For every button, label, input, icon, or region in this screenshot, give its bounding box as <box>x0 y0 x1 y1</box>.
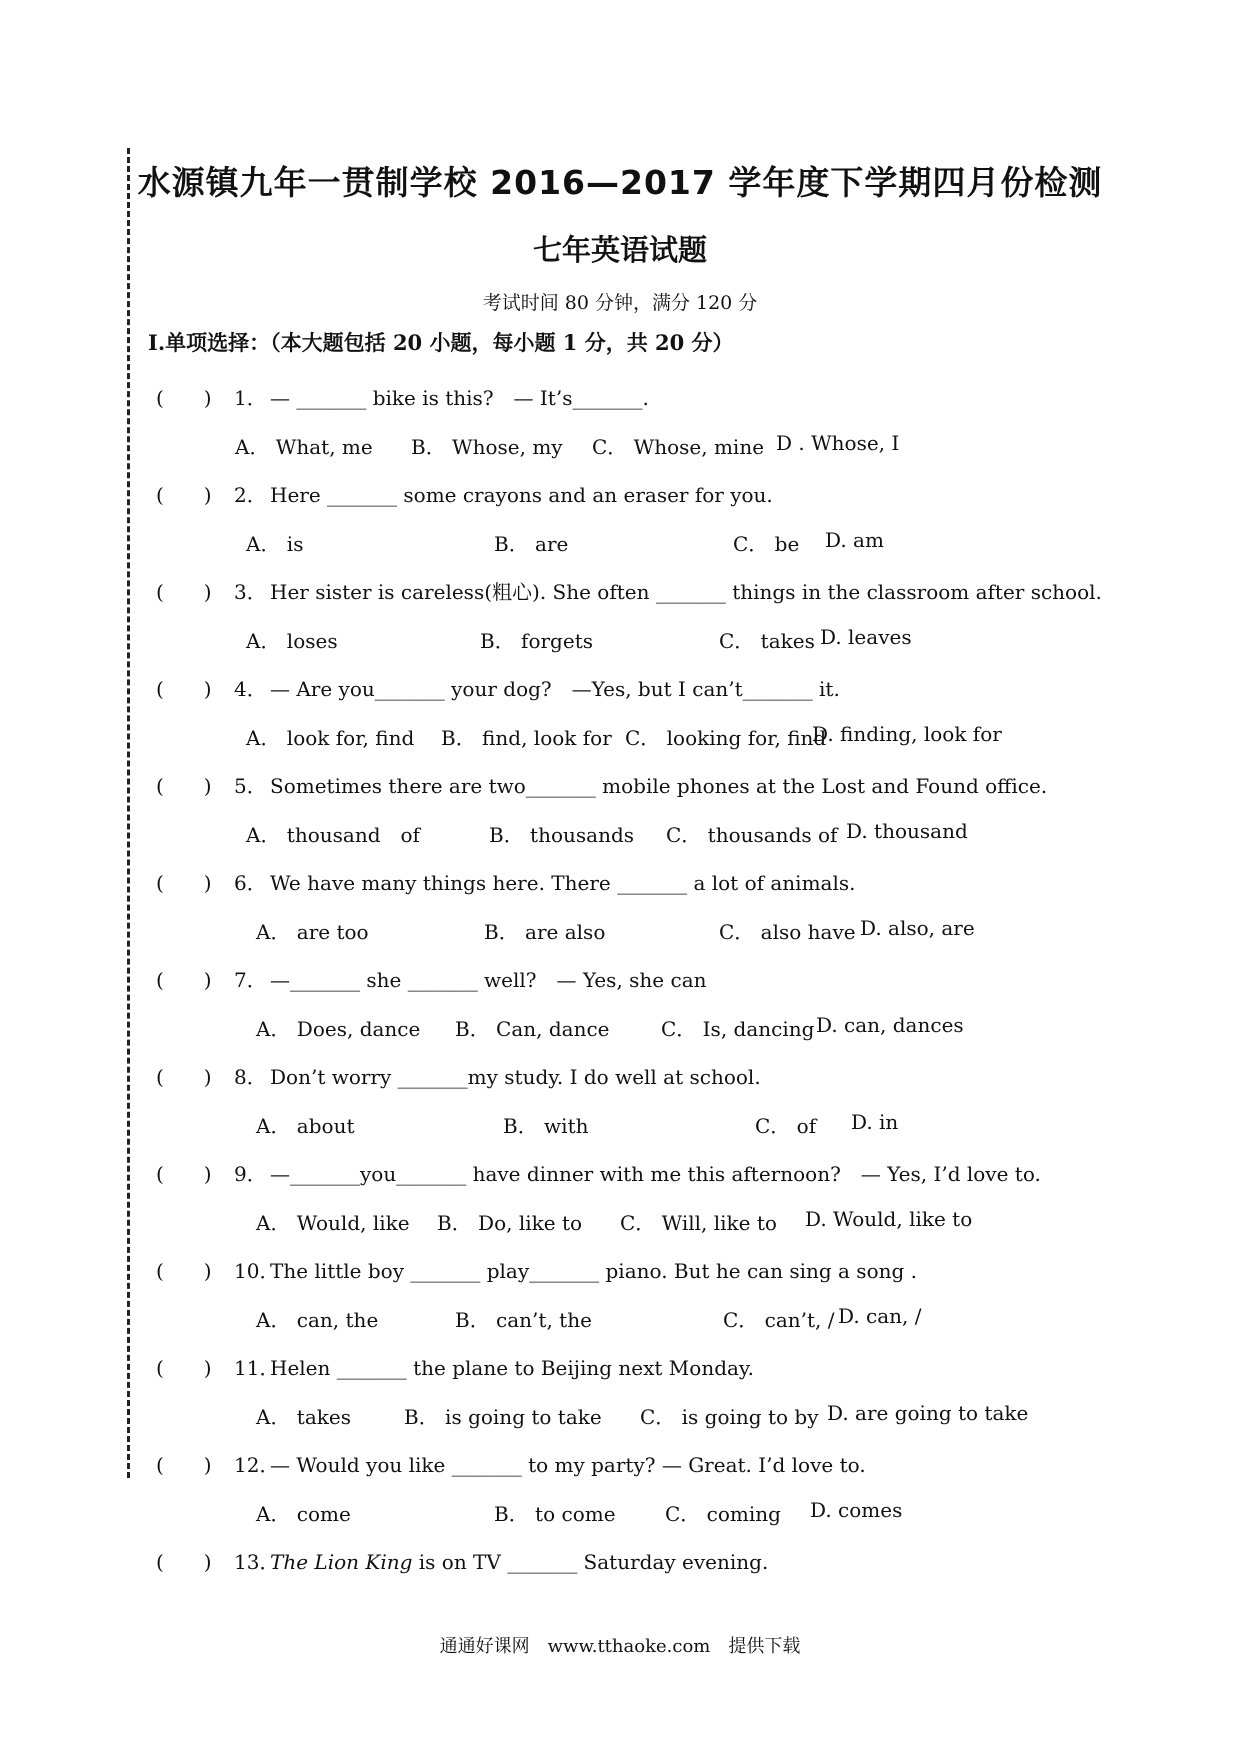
option-a: A． are too <box>256 920 369 944</box>
option-d: D . Whose, I <box>776 431 900 455</box>
question-10 <box>156 1255 917 1284</box>
answer-parentheses[interactable]: ( ) <box>156 677 212 701</box>
option-d: D. finding, look for <box>812 722 1002 746</box>
answer-parentheses[interactable]: ( ) <box>156 1453 212 1477</box>
option-d: D. can, / <box>838 1304 922 1328</box>
option-c: C． also have <box>719 920 856 944</box>
question-number: 8． <box>234 1065 267 1089</box>
question-number: 7． <box>234 968 267 992</box>
question-text: Helen _______ the plane to Beijing next Monday. <box>270 1356 754 1380</box>
option-b: B． are <box>494 532 569 556</box>
answer-parentheses[interactable]: ( ) <box>156 1356 212 1380</box>
answer-parentheses[interactable]: ( ) <box>156 386 212 410</box>
option-d: D. am <box>825 528 884 552</box>
question-7 <box>156 964 707 993</box>
option-b: B． can’t, the <box>455 1308 592 1332</box>
question-12 <box>156 1449 866 1478</box>
question-text: — Would you like _______ to my party? — Great. I’d love to. <box>270 1453 866 1477</box>
question-text: — Are you_______ your dog? —Yes, but I can’t_______ it. <box>270 677 840 701</box>
option-d: D. can, dances <box>816 1013 964 1037</box>
question-text: Sometimes there are two_______ mobile phones at the Lost and Found office. <box>270 774 1048 798</box>
question-number: 4． <box>234 677 267 701</box>
question-number: 11． <box>234 1356 280 1380</box>
question-number: 13． <box>234 1550 280 1574</box>
question-number: 1． <box>234 386 267 410</box>
option-a: A． What, me <box>235 435 373 459</box>
option-d: D. are going to take <box>827 1401 1029 1425</box>
option-c: C． is going to by <box>640 1405 819 1429</box>
option-a: A． is <box>246 532 304 556</box>
option-b: B． to come <box>494 1502 616 1526</box>
option-a: A． look for, find <box>246 726 415 750</box>
option-d: D. Would, like to <box>805 1207 973 1231</box>
option-c: C． Will, like to <box>620 1211 777 1235</box>
question-number: 3． <box>234 580 267 604</box>
option-b: B． thousands <box>489 823 635 847</box>
option-c: C． thousands of <box>666 823 838 847</box>
question-number: 2． <box>234 483 267 507</box>
option-c: C． of <box>755 1114 817 1138</box>
option-a: A． thousand of <box>246 823 420 847</box>
answer-parentheses[interactable]: ( ) <box>156 1550 212 1574</box>
question-1 <box>156 382 649 411</box>
option-d: D. leaves <box>820 625 912 649</box>
question-text: We have many things here. There _______ a lot of animals. <box>270 871 856 895</box>
question-11 <box>156 1352 754 1381</box>
option-a: A． come <box>256 1502 351 1526</box>
option-d: D. thousand <box>846 819 968 843</box>
question-5 <box>156 770 1047 799</box>
section-heading: I.单项选择：（本大题包括 20 小题，每小题 1 分，共 20 分） <box>148 330 734 355</box>
option-c: C． looking for, find <box>625 726 827 750</box>
option-b: B． with <box>503 1114 589 1138</box>
question-number: 5． <box>234 774 267 798</box>
answer-parentheses[interactable]: ( ) <box>156 580 212 604</box>
question-6 <box>156 867 855 896</box>
question-text: Her sister is careless(粗心). She often _______ things in the classroom after school. <box>270 580 1102 604</box>
question-number: 12． <box>234 1453 280 1477</box>
answer-parentheses[interactable]: ( ) <box>156 1162 212 1186</box>
option-a: A． can, the <box>256 1308 379 1332</box>
question-3 <box>156 576 1102 605</box>
question-4 <box>156 673 840 702</box>
option-a: A． loses <box>246 629 338 653</box>
question-text: — _______ bike is this? — It’s_______. <box>270 386 649 410</box>
option-b: B． is going to take <box>404 1405 602 1429</box>
option-b: B． Can, dance <box>455 1017 610 1041</box>
option-c: C． coming <box>665 1502 781 1526</box>
option-c: C． takes <box>719 629 815 653</box>
question-text: is on TV _______ Saturday evening. <box>412 1550 769 1574</box>
answer-parentheses[interactable]: ( ) <box>156 871 212 895</box>
question-text: Don’t worry _______my study. I do well at school. <box>270 1065 761 1089</box>
answer-parentheses[interactable]: ( ) <box>156 1065 212 1089</box>
option-c: C． can’t, / <box>723 1308 835 1332</box>
binding-margin-dashed-line <box>127 148 130 1478</box>
answer-parentheses[interactable]: ( ) <box>156 1259 212 1283</box>
option-a: A． Does, dance <box>256 1017 421 1041</box>
option-c: C． Whose, mine <box>592 435 765 459</box>
option-d: D. also, are <box>860 916 975 940</box>
page-title: 水源镇九年一贯制学校 2016—2017 学年度下学期四月份检测 <box>137 163 1103 202</box>
question-number: 9． <box>234 1162 267 1186</box>
answer-parentheses[interactable]: ( ) <box>156 483 212 507</box>
exam-info: 考试时间 80 分钟，满分 120 分 <box>482 292 758 314</box>
option-c: C． Is, dancing <box>661 1017 815 1041</box>
question-text: —_______you_______ have dinner with me this afternoon? — Yes, I’d love to. <box>270 1162 1041 1186</box>
option-b: B． are also <box>484 920 606 944</box>
option-a: A． Would, like <box>256 1211 410 1235</box>
answer-parentheses[interactable]: ( ) <box>156 774 212 798</box>
option-b: B． Do, like to <box>437 1211 583 1235</box>
question-text: The little boy _______ play_______ piano. But he can sing a song . <box>270 1259 918 1283</box>
question-text: Here _______ some crayons and an eraser for you. <box>270 483 773 507</box>
answer-parentheses[interactable]: ( ) <box>156 968 212 992</box>
question-number: 6． <box>234 871 267 895</box>
question-13 <box>156 1546 768 1575</box>
question-2 <box>156 479 773 508</box>
option-b: B． Whose, my <box>411 435 563 459</box>
option-b: B． find, look for <box>441 726 612 750</box>
question-text: —_______ she _______ well? — Yes, she can <box>270 968 707 992</box>
option-d: D. comes <box>810 1498 903 1522</box>
option-a: A． about <box>256 1114 355 1138</box>
option-d: D. in <box>851 1110 899 1134</box>
option-c: C． be <box>733 532 800 556</box>
question-9 <box>156 1158 1041 1187</box>
page-footer: 通通好课网 www.tthaoke.com 提供下载 <box>439 1636 801 1657</box>
option-b: B． forgets <box>480 629 593 653</box>
question-8 <box>156 1061 761 1090</box>
question-number: 10． <box>234 1259 280 1283</box>
question-text-italic: The Lion King <box>270 1550 413 1574</box>
page-subtitle: 七年英语试题 <box>532 233 707 267</box>
option-a: A． takes <box>256 1405 351 1429</box>
